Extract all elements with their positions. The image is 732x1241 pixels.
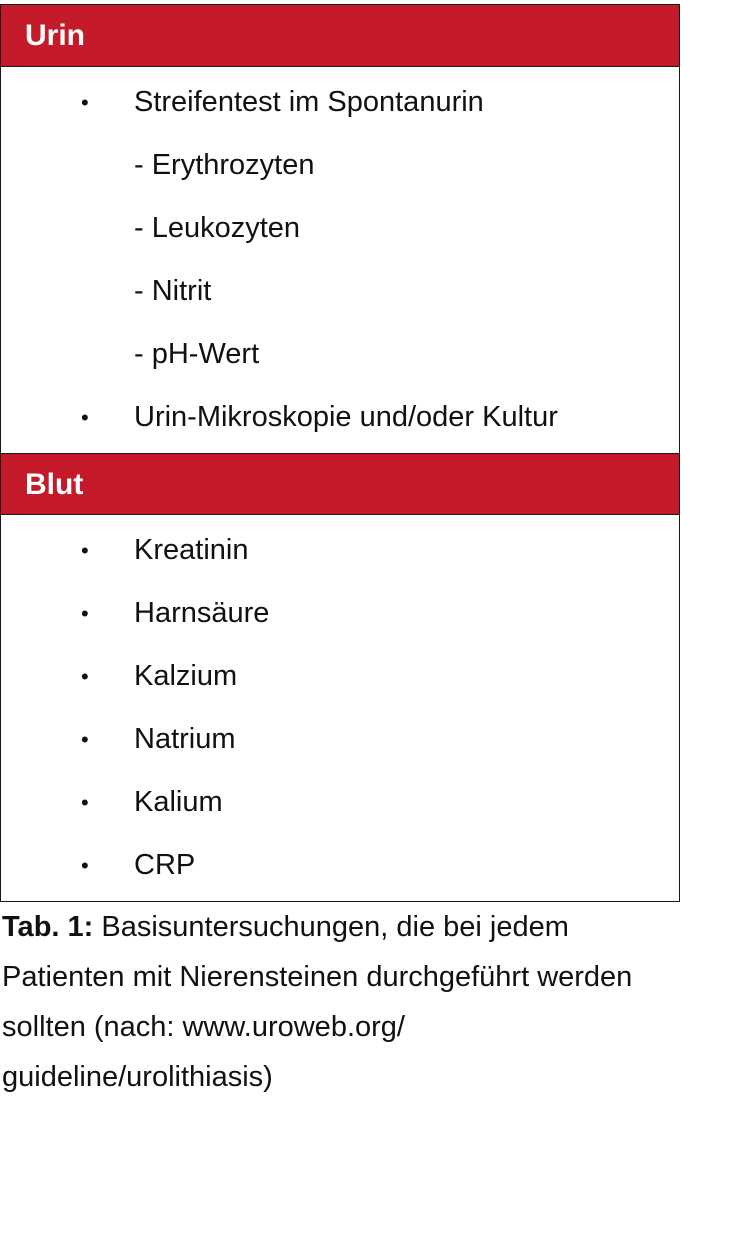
bullet-icon: • [81, 727, 89, 752]
section-body-blut [1, 515, 679, 901]
list-item [1, 708, 679, 771]
table-caption [2, 902, 662, 1102]
bullet-icon: • [81, 601, 89, 626]
list-item-text: - Erythrozyten [134, 149, 315, 181]
list-item [1, 645, 679, 708]
list-item-text: CRP [134, 849, 196, 881]
list-item-text: Urin-Mikroskopie und/oder Kultur [134, 401, 558, 433]
list-item-text: - Nitrit [134, 275, 212, 307]
list-item-text: - pH-Wert [134, 338, 260, 370]
bullet-icon: • [81, 90, 89, 115]
bullet-icon: • [81, 790, 89, 815]
list-item-text: Natrium [134, 723, 236, 755]
caption-label: Tab. 1: [2, 911, 94, 943]
list-item [1, 197, 679, 260]
list-item [1, 519, 679, 582]
list-item [1, 834, 679, 897]
section-body-urin [1, 67, 679, 453]
lab-tests-table [0, 4, 680, 902]
list-item [1, 771, 679, 834]
bullet-icon: • [81, 405, 89, 430]
caption-text: Basisuntersuchungen, die bei jedem Patienten mit Nierensteinen durchgeführt werden sollten (nach: www.uroweb.org/ guideline/urolithiasis) [2, 911, 633, 1093]
list-item [1, 386, 679, 449]
list-item-text: Kalium [134, 786, 223, 818]
list-item-text: Streifentest im Spontanurin [134, 86, 484, 118]
list-item [1, 582, 679, 645]
list-item [1, 323, 679, 386]
section-header-blut: Blut [1, 453, 679, 515]
list-item [1, 71, 679, 134]
list-item-text: Kalzium [134, 660, 238, 692]
section-header-urin: Urin [1, 5, 679, 67]
bullet-icon: • [81, 664, 89, 689]
list-item [1, 134, 679, 197]
bullet-icon: • [81, 853, 89, 878]
bullet-icon: • [81, 538, 89, 563]
list-item-text: - Leukozyten [134, 212, 301, 244]
list-item [1, 260, 679, 323]
list-item-text: Kreatinin [134, 534, 249, 566]
list-item-text: Harnsäure [134, 597, 270, 629]
